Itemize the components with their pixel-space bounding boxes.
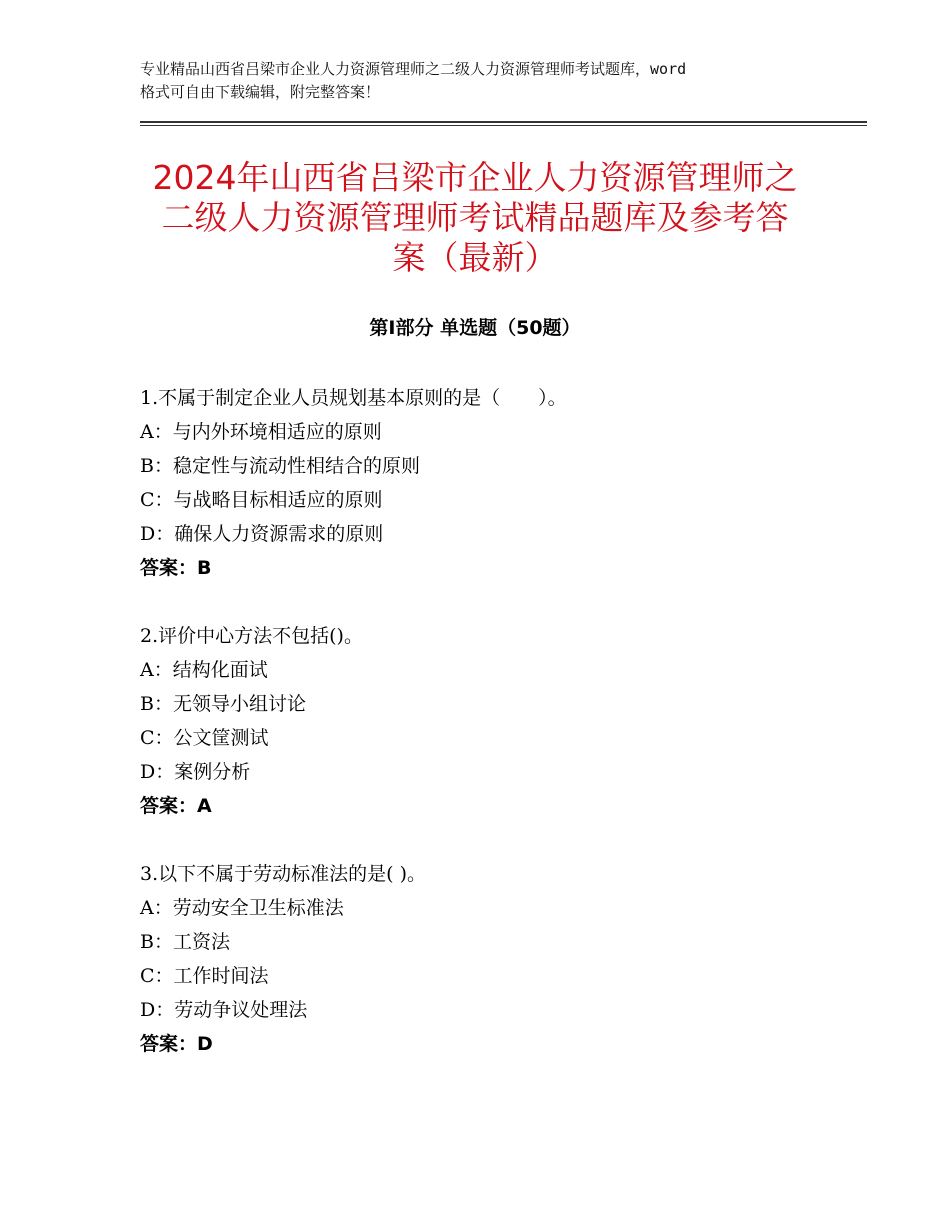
question-2-option-d: D：案例分析 <box>140 761 251 783</box>
document-title-line-3: 案（最新） <box>392 238 558 277</box>
question-3-option-a: A：劳动安全卫生标准法 <box>140 897 344 919</box>
question-2-option-a: A：结构化面试 <box>140 659 268 681</box>
question-3-stem: 3.以下不属于劳动标准法的是( )。 <box>140 863 426 885</box>
question-3-answer: 答案：D <box>140 1033 213 1055</box>
question-2-option-c: C：公文筐测试 <box>140 727 269 749</box>
header-divider-thin <box>140 125 867 126</box>
question-1-option-d: D：确保人力资源需求的原则 <box>140 523 384 545</box>
document-title-line-2: 二级人力资源管理师考试精品题库及参考答 <box>161 198 789 237</box>
question-3-option-c: C：工作时间法 <box>140 965 269 987</box>
header-note <box>140 58 820 104</box>
question-2-answer: 答案：A <box>140 795 212 817</box>
question-1-answer: 答案：B <box>140 557 212 579</box>
question-1-option-a: A：与内外环境相适应的原则 <box>140 421 382 443</box>
question-3 <box>140 857 860 1061</box>
header-divider-thick <box>140 121 867 123</box>
question-3-option-b: B：工资法 <box>140 931 230 953</box>
section-title: 第Ⅰ部分 单选题（50题） <box>369 317 581 339</box>
question-1-option-b: B：稳定性与流动性相结合的原则 <box>140 455 420 477</box>
question-2 <box>140 619 860 823</box>
question-1-stem: 1.不属于制定企业人员规划基本原则的是（ ）。 <box>140 387 567 409</box>
question-list <box>140 381 860 1095</box>
header-note-line-2: 格式可自由下载编辑，附完整答案！ <box>140 83 381 101</box>
document-title <box>120 158 830 278</box>
question-1 <box>140 381 860 585</box>
header-note-line-1: 专业精品山西省吕梁市企业人力资源管理师之二级人力资源管理师考试题库，word <box>140 60 687 78</box>
document-title-line-1: 2024年山西省吕梁市企业人力资源管理师之 <box>152 158 798 197</box>
question-2-option-b: B：无领导小组讨论 <box>140 693 306 715</box>
question-1-option-c: C：与战略目标相适应的原则 <box>140 489 383 511</box>
question-2-stem: 2.评价中心方法不包括()。 <box>140 625 363 647</box>
question-3-option-d: D：劳动争议处理法 <box>140 999 308 1021</box>
